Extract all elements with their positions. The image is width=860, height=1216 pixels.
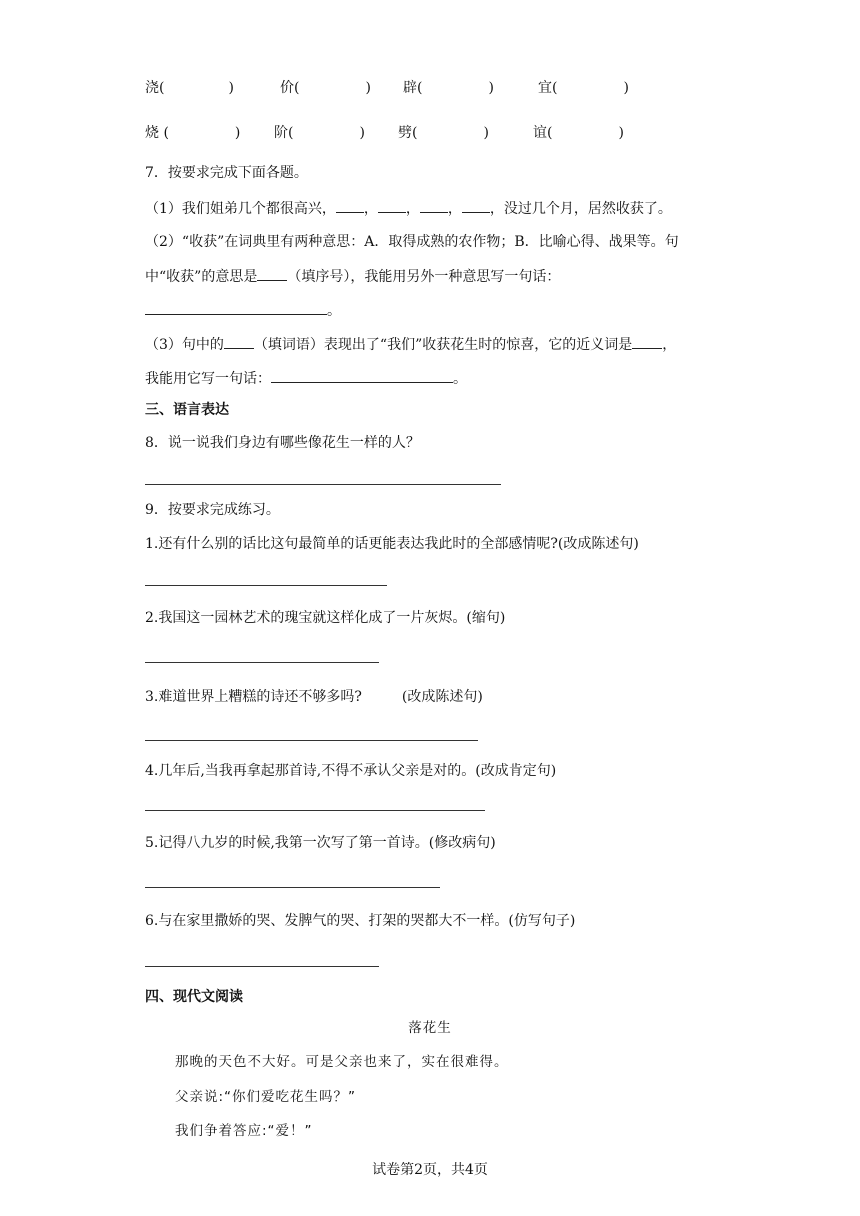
answer-blank[interactable]: [145, 300, 327, 315]
q7-part1: [145, 198, 672, 219]
q7-part3-text-a: （3）句中的: [145, 337, 224, 353]
paren-open: (: [294, 80, 300, 96]
paren-close: ): [365, 80, 371, 96]
q7-part1-text-a: （1）我们姐弟几个都很高兴，: [145, 201, 336, 217]
pinyin-char: 阶: [274, 125, 288, 141]
article-title: 落花生: [408, 1020, 452, 1036]
answer-blank[interactable]: [420, 198, 448, 213]
q7-part1-text-b: ，没过几个月，居然收获了。: [489, 201, 672, 217]
pinyin-item: [274, 123, 365, 143]
comma: ，: [662, 337, 677, 353]
q7-part2-line1: （2）“收获”在词典里有两种意思：A．取得成熟的农作物；B．比喻心得、战果等。句: [145, 234, 679, 250]
paren-close: ): [488, 80, 494, 96]
answer-line[interactable]: [145, 966, 379, 967]
article-paragraph: 父亲说:“你们爱吃花生吗？”: [175, 1089, 357, 1105]
page-footer: 试卷第2页，共4页: [372, 1162, 488, 1178]
answer-blank[interactable]: [378, 198, 406, 213]
section-heading: 四、现代文阅读: [145, 989, 243, 1005]
answer-line[interactable]: [145, 662, 379, 663]
section-heading: 三、语言表达: [145, 402, 229, 418]
pinyin-item: [145, 78, 234, 98]
q8-prompt: 8．说一说我们身边有哪些像花生一样的人？: [145, 435, 420, 451]
paren-open: (: [288, 125, 294, 141]
q9-title: 9．按要求完成练习。: [145, 502, 280, 518]
q7-title: 7．按要求完成下面各题。: [145, 165, 308, 181]
article-paragraph: 我们争着答应:“爱！”: [175, 1123, 313, 1139]
answer-blank[interactable]: [224, 334, 254, 349]
q7-part3-line2: [145, 368, 467, 389]
paren-close: ): [623, 80, 629, 96]
answer-blank[interactable]: [462, 198, 490, 213]
answer-line[interactable]: [145, 887, 440, 888]
pinyin-item: [280, 78, 371, 98]
paren-open: (: [159, 80, 165, 96]
paren-close: ): [483, 125, 489, 141]
answer-blank[interactable]: [336, 198, 364, 213]
pinyin-item: [403, 78, 494, 98]
paren-open: (: [163, 125, 169, 141]
answer-line[interactable]: [145, 810, 485, 811]
answer-blank[interactable]: [632, 334, 662, 349]
pinyin-char: 宜: [538, 80, 552, 96]
comma: ，: [363, 201, 378, 217]
paren-open: (: [552, 80, 558, 96]
q9-item-2: 2.我国这一园林艺术的瑰宝就这样化成了一片灰烬。(缩句): [145, 610, 506, 626]
pinyin-char: 浇: [145, 80, 159, 96]
period: 。: [327, 303, 341, 319]
paren-open: (: [417, 80, 423, 96]
period: 。: [453, 371, 467, 387]
paren-close: ): [228, 80, 234, 96]
pinyin-char: 劈: [398, 125, 412, 141]
q9-item-3-note: (改成陈述句): [401, 689, 483, 705]
q9-item-6: 6.与在家里撒娇的哭、发脾气的哭、打架的哭都大不一样。(仿写句子): [145, 913, 576, 929]
answer-blank[interactable]: [257, 266, 287, 281]
answer-line[interactable]: [145, 585, 387, 586]
q7-part2-line2: [145, 266, 560, 287]
q7-part3-line1: [145, 334, 676, 355]
pinyin-item: [398, 123, 489, 143]
q9-item-3-text: 3.难道世界上糟糕的诗还不够多吗?: [145, 689, 362, 705]
q9-item-4: 4.几年后,当我再拿起那首诗,不得不承认父亲是对的。(改成肯定句): [145, 763, 557, 779]
q9-item-5: 5.记得八九岁的时候,我第一次写了第一首诗。(修改病句): [145, 835, 496, 851]
pinyin-char: 谊: [533, 125, 547, 141]
comma: ，: [405, 201, 420, 217]
comma: ，: [447, 201, 462, 217]
pinyin-char: 辟: [403, 80, 417, 96]
pinyin-item: [538, 78, 629, 98]
paren-open: (: [547, 125, 553, 141]
q7-part2-text-b: （填序号），我能用另外一种意思写一句话：: [287, 269, 561, 285]
pinyin-char: 烧: [145, 125, 159, 141]
answer-line[interactable]: [145, 484, 501, 485]
q9-item-1: 1.还有什么别的话比这句最简单的话更能表达我此时的全部感情呢?(改成陈述句): [145, 536, 639, 552]
pinyin-char: 价: [280, 80, 294, 96]
q7-part3-text-b: （填词语）表现出了“我们”收获花生时的惊喜，它的近义词是: [253, 337, 633, 353]
q7-part3-text-c: 我能用它写一句话：: [145, 371, 271, 387]
paren-open: (: [412, 125, 418, 141]
pinyin-item: [533, 123, 624, 143]
q7-part2-text-a: 中“收获”的意思是: [145, 269, 258, 285]
q9-item-3: [145, 687, 483, 707]
article-paragraph: 那晚的天色不大好。可是父亲也来了，实在很难得。: [175, 1054, 509, 1070]
paren-close: ): [359, 125, 365, 141]
q7-part2-line3: [145, 300, 341, 321]
paren-close: ): [618, 125, 624, 141]
answer-line[interactable]: [145, 740, 478, 741]
pinyin-item: [145, 123, 240, 143]
paren-close: ): [234, 125, 241, 141]
answer-blank[interactable]: [271, 368, 453, 383]
